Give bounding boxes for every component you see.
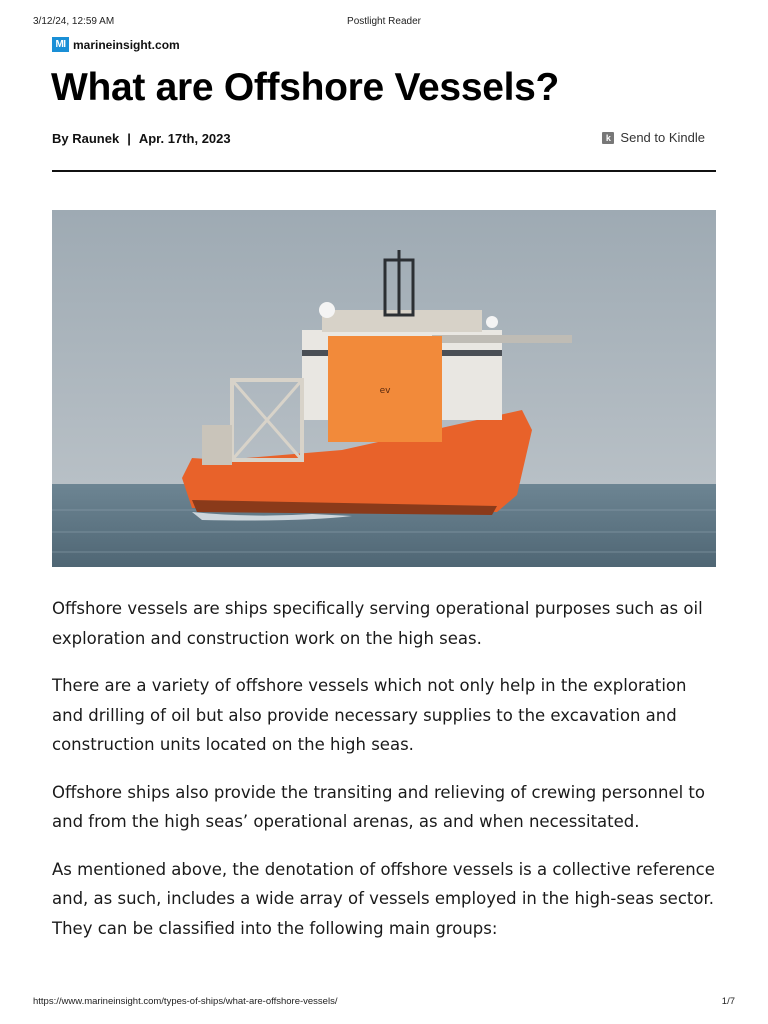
site-link[interactable] <box>52 37 180 52</box>
print-url: https://www.marineinsight.com/types-of-ships/what-are-offshore-vessels/ <box>33 996 338 1007</box>
paragraph: Offshore vessels are ships specifically serving operational purposes such as oil exploration and construction work on the high seas. <box>52 599 703 648</box>
print-header <box>33 16 735 30</box>
send-to-kindle-button[interactable] <box>602 130 705 145</box>
byline-separator: | <box>127 131 131 146</box>
article-body <box>52 594 716 961</box>
site-name: marineinsight.com <box>73 37 180 52</box>
site-logo-icon: MI <box>52 37 69 52</box>
byline <box>52 131 231 146</box>
send-to-kindle-label: Send to Kindle <box>620 130 705 145</box>
article-title: What are Offshore Vessels? <box>51 66 560 109</box>
image-overlay-text: ev <box>379 386 391 396</box>
paragraph: Offshore ships also provide the transiting and relieving of crewing personnel to and from the high seas’ operational arenas, as and when necessitated. <box>52 782 705 831</box>
title-divider <box>52 170 716 172</box>
print-datetime: 3/12/24, 12:59 AM <box>33 16 115 27</box>
print-app-name: Postlight Reader <box>347 16 421 27</box>
paragraph: As mentioned above, the denotation of offshore vessels is a collective reference and, as such, includes a wide array of vessels employed in the high-seas sector. They can be classified into the following main groups: <box>52 859 715 938</box>
author: By Raunek <box>52 131 120 146</box>
offshore-vessel-photo <box>52 210 716 567</box>
publish-date: Apr. 17th, 2023 <box>138 131 231 146</box>
paragraph: There are a variety of offshore vessels which not only help in the exploration and drilling of oil but also provide necessary supplies to the excavation and construction units located on the high seas. <box>52 676 687 754</box>
kindle-icon: k <box>602 132 614 144</box>
hero-image <box>52 210 716 567</box>
page-number: 1/7 <box>721 996 735 1007</box>
